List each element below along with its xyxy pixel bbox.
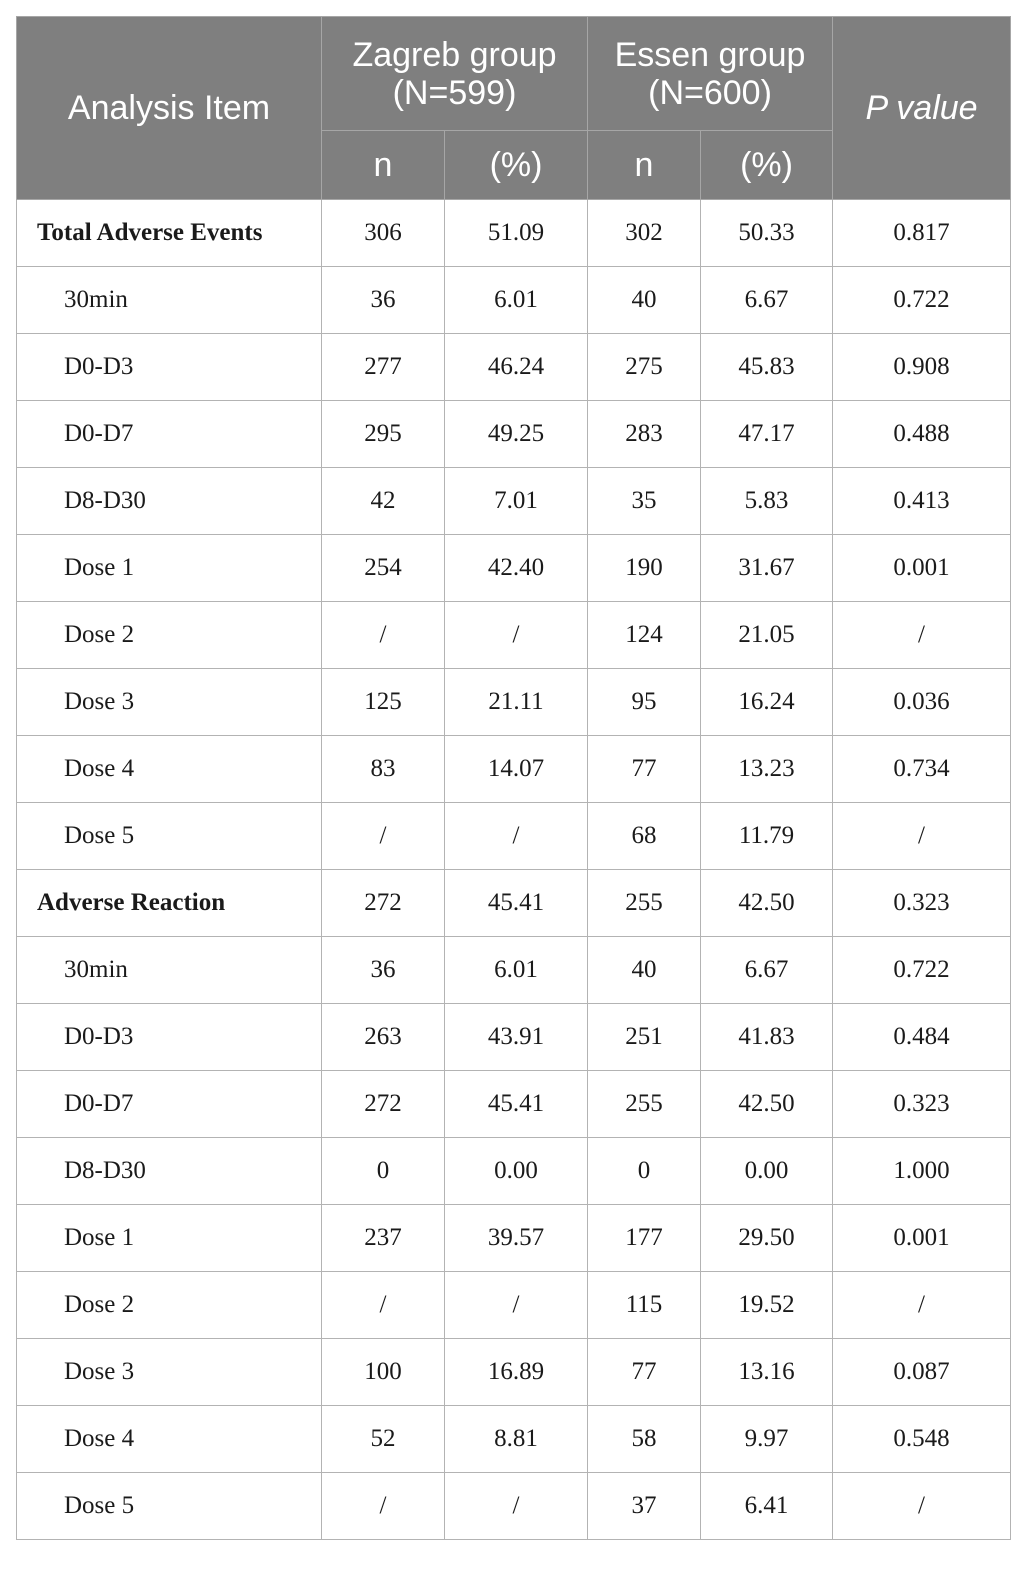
- cell-analysis-item: D0-D3: [17, 334, 322, 401]
- cell-p-value: 0.413: [833, 468, 1011, 535]
- cell-zagreb-percent: 42.40: [445, 535, 588, 602]
- header-p-value: P value: [833, 17, 1011, 200]
- cell-essen-n: 77: [588, 736, 701, 803]
- cell-p-value: 0.722: [833, 267, 1011, 334]
- cell-p-value: 0.087: [833, 1339, 1011, 1406]
- cell-zagreb-n: /: [322, 1473, 445, 1540]
- cell-zagreb-n: 83: [322, 736, 445, 803]
- cell-essen-n: 40: [588, 937, 701, 1004]
- cell-p-value: 0.484: [833, 1004, 1011, 1071]
- cell-zagreb-percent: 46.24: [445, 334, 588, 401]
- table-row: [17, 1339, 1011, 1406]
- table-row: [17, 1071, 1011, 1138]
- table-row: [17, 334, 1011, 401]
- cell-zagreb-n: /: [322, 1272, 445, 1339]
- cell-zagreb-n: /: [322, 602, 445, 669]
- cell-essen-n: 255: [588, 1071, 701, 1138]
- cell-essen-percent: 6.67: [701, 937, 833, 1004]
- cell-p-value: 1.000: [833, 1138, 1011, 1205]
- cell-zagreb-percent: 14.07: [445, 736, 588, 803]
- cell-zagreb-n: 277: [322, 334, 445, 401]
- cell-essen-percent: 31.67: [701, 535, 833, 602]
- cell-essen-percent: 45.83: [701, 334, 833, 401]
- cell-zagreb-n: 42: [322, 468, 445, 535]
- header-zagreb-percent: (%): [445, 131, 588, 200]
- cell-analysis-item: D8-D30: [17, 468, 322, 535]
- cell-p-value: 0.908: [833, 334, 1011, 401]
- cell-analysis-item: Dose 4: [17, 1406, 322, 1473]
- header-essen-n: n: [588, 131, 701, 200]
- cell-essen-percent: 6.67: [701, 267, 833, 334]
- cell-zagreb-percent: 16.89: [445, 1339, 588, 1406]
- cell-zagreb-percent: 45.41: [445, 870, 588, 937]
- adverse-events-table: [16, 16, 1011, 1540]
- cell-analysis-item: Dose 3: [17, 1339, 322, 1406]
- cell-essen-n: 40: [588, 267, 701, 334]
- cell-zagreb-n: 254: [322, 535, 445, 602]
- table-body: [17, 200, 1011, 1540]
- cell-essen-percent: 11.79: [701, 803, 833, 870]
- cell-essen-n: 255: [588, 870, 701, 937]
- table-row: [17, 803, 1011, 870]
- table-row: [17, 1272, 1011, 1339]
- zagreb-group-size: (N=599): [392, 73, 517, 112]
- section-row: [17, 200, 1011, 267]
- cell-p-value: 0.001: [833, 1205, 1011, 1272]
- cell-analysis-item: D8-D30: [17, 1138, 322, 1205]
- essen-group-size: (N=600): [648, 73, 772, 112]
- cell-essen-n: 190: [588, 535, 701, 602]
- cell-zagreb-percent: 21.11: [445, 669, 588, 736]
- cell-zagreb-n: 52: [322, 1406, 445, 1473]
- header-zagreb-group: [322, 17, 588, 131]
- cell-essen-percent: 41.83: [701, 1004, 833, 1071]
- cell-essen-percent: 21.05: [701, 602, 833, 669]
- cell-analysis-item: Dose 5: [17, 803, 322, 870]
- cell-analysis-item: D0-D7: [17, 401, 322, 468]
- cell-essen-percent: 16.24: [701, 669, 833, 736]
- table-row: [17, 1004, 1011, 1071]
- header-essen-group: [588, 17, 833, 131]
- cell-p-value: 0.817: [833, 200, 1011, 267]
- cell-zagreb-percent: 43.91: [445, 1004, 588, 1071]
- cell-zagreb-n: 272: [322, 870, 445, 937]
- cell-analysis-item: Dose 5: [17, 1473, 322, 1540]
- essen-group-name: Essen group: [614, 35, 806, 74]
- header-analysis-item: Analysis Item: [17, 17, 322, 200]
- cell-zagreb-percent: 8.81: [445, 1406, 588, 1473]
- table-row: [17, 468, 1011, 535]
- cell-essen-percent: 0.00: [701, 1138, 833, 1205]
- cell-p-value: /: [833, 602, 1011, 669]
- cell-analysis-item: Dose 3: [17, 669, 322, 736]
- table-row: [17, 1205, 1011, 1272]
- cell-essen-percent: 6.41: [701, 1473, 833, 1540]
- cell-essen-percent: 50.33: [701, 200, 833, 267]
- cell-zagreb-percent: /: [445, 803, 588, 870]
- cell-essen-percent: 9.97: [701, 1406, 833, 1473]
- table-row: [17, 669, 1011, 736]
- cell-essen-n: 37: [588, 1473, 701, 1540]
- cell-p-value: /: [833, 1272, 1011, 1339]
- cell-zagreb-n: 125: [322, 669, 445, 736]
- cell-zagreb-percent: 45.41: [445, 1071, 588, 1138]
- cell-zagreb-n: 272: [322, 1071, 445, 1138]
- table-row: [17, 736, 1011, 803]
- cell-analysis-item: Dose 2: [17, 1272, 322, 1339]
- table-row: [17, 937, 1011, 1004]
- cell-analysis-item: Total Adverse Events: [17, 200, 322, 267]
- cell-essen-percent: 29.50: [701, 1205, 833, 1272]
- cell-essen-percent: 47.17: [701, 401, 833, 468]
- cell-essen-percent: 13.23: [701, 736, 833, 803]
- cell-essen-n: 58: [588, 1406, 701, 1473]
- table-row: [17, 1138, 1011, 1205]
- cell-p-value: 0.323: [833, 1071, 1011, 1138]
- cell-p-value: /: [833, 1473, 1011, 1540]
- cell-essen-percent: 42.50: [701, 870, 833, 937]
- table-row: [17, 401, 1011, 468]
- cell-essen-n: 115: [588, 1272, 701, 1339]
- cell-essen-n: 77: [588, 1339, 701, 1406]
- cell-p-value: 0.734: [833, 736, 1011, 803]
- cell-zagreb-n: 295: [322, 401, 445, 468]
- cell-essen-percent: 5.83: [701, 468, 833, 535]
- cell-p-value: 0.001: [833, 535, 1011, 602]
- cell-analysis-item: Adverse Reaction: [17, 870, 322, 937]
- cell-zagreb-n: 100: [322, 1339, 445, 1406]
- cell-analysis-item: Dose 1: [17, 1205, 322, 1272]
- cell-zagreb-n: 36: [322, 937, 445, 1004]
- cell-zagreb-percent: 0.00: [445, 1138, 588, 1205]
- cell-zagreb-n: 237: [322, 1205, 445, 1272]
- zagreb-group-name: Zagreb group: [352, 35, 557, 74]
- cell-zagreb-percent: /: [445, 1473, 588, 1540]
- table-row: [17, 1406, 1011, 1473]
- cell-zagreb-percent: 49.25: [445, 401, 588, 468]
- cell-zagreb-n: 36: [322, 267, 445, 334]
- cell-essen-n: 35: [588, 468, 701, 535]
- cell-essen-n: 275: [588, 334, 701, 401]
- section-row: [17, 870, 1011, 937]
- cell-zagreb-percent: 39.57: [445, 1205, 588, 1272]
- cell-essen-percent: 42.50: [701, 1071, 833, 1138]
- table-row: [17, 267, 1011, 334]
- cell-analysis-item: 30min: [17, 937, 322, 1004]
- cell-analysis-item: D0-D7: [17, 1071, 322, 1138]
- cell-essen-n: 68: [588, 803, 701, 870]
- cell-analysis-item: Dose 4: [17, 736, 322, 803]
- cell-p-value: 0.548: [833, 1406, 1011, 1473]
- cell-zagreb-n: 263: [322, 1004, 445, 1071]
- cell-essen-n: 177: [588, 1205, 701, 1272]
- cell-analysis-item: 30min: [17, 267, 322, 334]
- cell-analysis-item: Dose 2: [17, 602, 322, 669]
- cell-p-value: 0.036: [833, 669, 1011, 736]
- cell-analysis-item: D0-D3: [17, 1004, 322, 1071]
- table-row: [17, 602, 1011, 669]
- cell-essen-n: 283: [588, 401, 701, 468]
- cell-essen-percent: 19.52: [701, 1272, 833, 1339]
- cell-zagreb-percent: 51.09: [445, 200, 588, 267]
- cell-p-value: 0.323: [833, 870, 1011, 937]
- header-essen-percent: (%): [701, 131, 833, 200]
- cell-essen-n: 251: [588, 1004, 701, 1071]
- cell-zagreb-percent: 6.01: [445, 937, 588, 1004]
- table-row: [17, 1473, 1011, 1540]
- cell-p-value: /: [833, 803, 1011, 870]
- table-header: [17, 17, 1011, 200]
- cell-essen-n: 0: [588, 1138, 701, 1205]
- cell-analysis-item: Dose 1: [17, 535, 322, 602]
- cell-zagreb-n: /: [322, 803, 445, 870]
- cell-zagreb-n: 0: [322, 1138, 445, 1205]
- cell-p-value: 0.488: [833, 401, 1011, 468]
- cell-zagreb-percent: /: [445, 1272, 588, 1339]
- cell-zagreb-percent: 6.01: [445, 267, 588, 334]
- cell-zagreb-percent: /: [445, 602, 588, 669]
- cell-essen-n: 302: [588, 200, 701, 267]
- cell-essen-n: 95: [588, 669, 701, 736]
- header-zagreb-n: n: [322, 131, 445, 200]
- cell-essen-n: 124: [588, 602, 701, 669]
- cell-essen-percent: 13.16: [701, 1339, 833, 1406]
- table-row: [17, 535, 1011, 602]
- cell-p-value: 0.722: [833, 937, 1011, 1004]
- cell-zagreb-percent: 7.01: [445, 468, 588, 535]
- cell-zagreb-n: 306: [322, 200, 445, 267]
